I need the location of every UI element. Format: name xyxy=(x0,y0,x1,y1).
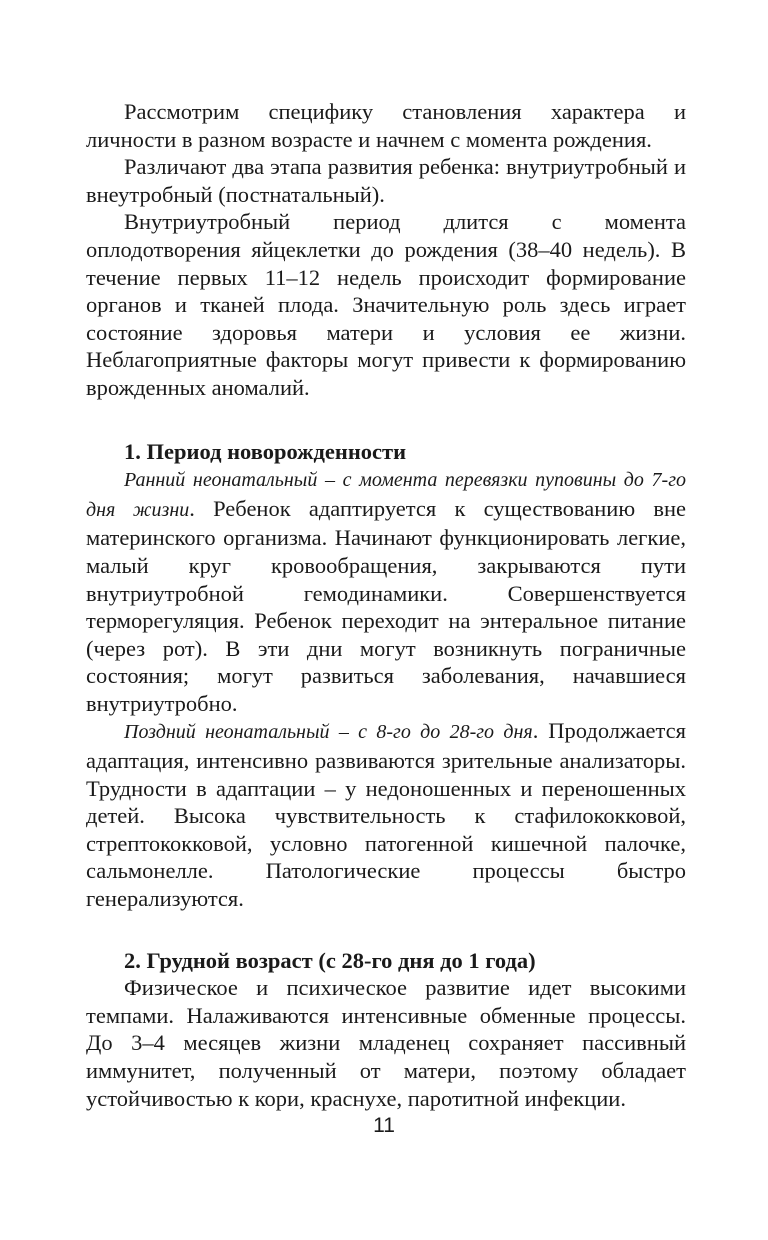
page-body xyxy=(86,98,686,1112)
section-1-heading: 1. Период новорожденности xyxy=(124,438,407,464)
section-1-paragraph-2 xyxy=(86,717,686,912)
intro-paragraph-3: Внутриутробный период длится с момента оплодотворения яйцеклетки до рождения (38–40 недель). В течение первых 11–12 недель происходит формирование органов и тканей плода. Значительную роль здесь играет состояние здоровья матери и условия ее жизни. Неблагоприятные факторы могут привести к формированию врожденных аномалий. xyxy=(86,209,686,400)
section-1-paragraph-2-italic: Поздний неонатальный – с 8-го до 28-го дня xyxy=(124,721,533,744)
section-2-paragraph-1: Физическое и психическое развитие идет высокими темпами. Налаживаются интенсивные обменные процессы. До 3–4 месяцев жизни младенец сохраняет пассивный иммунитет, полученный от матери, поэтому обладает устойчивостью к кори, краснухе, паротитной инфекции. xyxy=(86,975,686,1111)
intro-paragraph-2: Различают два этапа развития ребенка: внутриутробный и внеутробный (постнатальный). xyxy=(86,154,686,207)
page-number: 11 xyxy=(373,1114,395,1137)
section-1-paragraph-2-text: . Продолжается адаптация, интенсивно развиваются зрительные анализаторы. Трудности в адаптации – у недоношенных и переношенных детей. Высока чувствительность к стафилококковой, стрептококковой, условно патогенной кишечной палочке, сальмонелле. Патологические процессы быстро генерализуются. xyxy=(86,718,686,912)
section-spacer xyxy=(86,402,686,438)
section-2-heading: 2. Грудной возраст (с 28-го дня до 1 года) xyxy=(124,947,536,973)
section-1-paragraph-1-text: . Ребенок адаптируется к существованию вне материнского организма. Начинают функционировать легкие, малый круг кровообращения, закрываются пути внутриутробной гемодинамики. Совершенствуется терморегуляция. Ребенок переходит на энтеральное питание (через рот). В эти дни могут возникнуть пограничные состояния; могут развиться заболевания, начавшиеся внутриутробно. xyxy=(86,495,686,716)
section-spacer xyxy=(86,913,686,947)
section-1-paragraph-1-italic: Ранний неонатальный – с момента перевязки пуповины до 7-го дня жизни xyxy=(86,469,686,521)
intro-paragraph-1: Рассмотрим специфику становления характера и личности в разном возрасте и начнем с момента рождения. xyxy=(86,99,686,152)
section-1-paragraph-1 xyxy=(86,465,686,717)
